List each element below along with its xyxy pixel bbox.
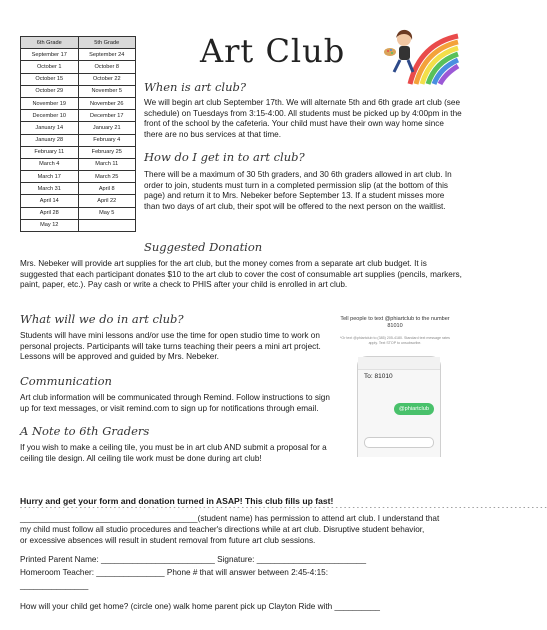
schedule-date-5th: April 22 xyxy=(78,195,136,207)
permission-line-1: _______________________________________(student name) has permission to attend art club. I understand that xyxy=(20,514,440,523)
schedule-row xyxy=(21,195,136,207)
section-heading-activities: What will we do in art club? xyxy=(20,312,184,326)
remind-caption: Tell people to text @phiartclub to the number 81010 xyxy=(340,316,450,330)
remind-note: *Or text @phiartclub to (385) 205-4180. Standard text message rates apply. Text STOP to unsubscribe. xyxy=(340,336,450,345)
schedule-date-5th: May 5 xyxy=(78,207,136,219)
phone-input xyxy=(364,437,434,448)
schedule-date-5th: February 25 xyxy=(78,146,136,158)
section-heading-how-to-join: How do I get in to art club? xyxy=(144,150,305,164)
schedule-date-6th: January 14 xyxy=(21,122,79,134)
schedule-date-5th: March 25 xyxy=(78,171,136,183)
section-text-how-to-join: There will be a maximum of 30 5th graders, and 30 6th graders allowed in art club. In order to join, students must turn in a completed permission slip (at the bottom of this page) and return it to Mrs. Nebeker before September 13. If a student misses more than two days of art club, their spot will be offered to the next person on the waitlist. xyxy=(144,170,452,211)
schedule-date-6th: October 15 xyxy=(21,73,79,85)
phone-recipient xyxy=(364,373,393,380)
schedule-date-6th: April 28 xyxy=(21,207,79,219)
schedule-date-5th: October 8 xyxy=(78,61,136,73)
schedule-date-6th: October 1 xyxy=(21,61,79,73)
schedule-date-5th: January 21 xyxy=(78,122,136,134)
ride-home-field[interactable]: How will your child get home? (circle one) walk home parent pick up Clayton Ride with __________ xyxy=(20,602,380,611)
schedule-date-6th: November 19 xyxy=(21,97,79,109)
schedule-date-5th: March 11 xyxy=(78,158,136,170)
schedule-header-5th: 5th Grade xyxy=(78,37,136,49)
schedule-date-6th: December 10 xyxy=(21,110,79,122)
section-text-when: We will begin art club September 17th. We will alternate 5th and 6th grade art club (see schedule) on Tuesdays from 3:15-4:00. All students must be picked up by 4:00pm in the front of the school by the cafeteria. Your child must have their own way home since there are no bus services at that time. xyxy=(144,98,462,139)
schedule-date-5th xyxy=(78,219,136,231)
schedule-row xyxy=(21,97,136,109)
schedule-date-6th: February 11 xyxy=(21,146,79,158)
schedule-date-5th: November 5 xyxy=(78,85,136,97)
schedule-date-6th: March 31 xyxy=(21,183,79,195)
section-heading-6th-grade-note: A Note to 6th Graders xyxy=(20,424,150,438)
schedule-date-6th: October 29 xyxy=(21,85,79,97)
schedule-body xyxy=(21,49,136,232)
schedule-row xyxy=(21,183,136,195)
section-text-communication: Art club information will be communicated through Remind. Follow instructions to sign up for text messages, or visit remind.com to sign up for notifications through email. xyxy=(20,393,330,413)
schedule-row xyxy=(21,61,136,73)
section-heading-donation: Suggested Donation xyxy=(144,240,263,254)
schedule-row xyxy=(21,158,136,170)
page-title: Art Club xyxy=(200,32,346,70)
schedule-date-5th: December 17 xyxy=(78,110,136,122)
schedule-table xyxy=(20,36,136,232)
schedule-header-row xyxy=(21,37,136,49)
phone-number: 81010 xyxy=(374,373,393,380)
schedule-row xyxy=(21,134,136,146)
schedule-date-6th: May 12 xyxy=(21,219,79,231)
schedule-row xyxy=(21,73,136,85)
section-text-donation: Mrs. Nebeker will provide art supplies for the art club, but the money comes from a separate art club budget. It is suggested that each participant donates $10 to the art club to cover the cost of consumable art supplies (pencils, markers, paint, paper, etc.). Pay cash or write a check to PHIS after your child is enrolled in art club. xyxy=(20,259,462,290)
schedule-date-6th: April 14 xyxy=(21,195,79,207)
phone-mockup xyxy=(357,356,441,457)
schedule-date-6th: March 17 xyxy=(21,171,79,183)
schedule-row xyxy=(21,49,136,61)
schedule-date-5th: September 24 xyxy=(78,49,136,61)
permission-line-2: my child must follow all studio procedures and teacher's directions while at art club. Disruptive student behavior, xyxy=(20,525,425,534)
section-heading-communication: Communication xyxy=(20,374,112,388)
schedule-row xyxy=(21,122,136,134)
schedule-date-5th: February 4 xyxy=(78,134,136,146)
schedule-date-5th: October 22 xyxy=(78,73,136,85)
parent-name-signature-field[interactable]: Printed Parent Name: _________________________ Signature: ________________________ xyxy=(20,555,366,564)
schedule-date-5th: April 8 xyxy=(78,183,136,195)
permission-line-3: or excessive absences will result in student removal from future art club sessions. xyxy=(20,536,316,545)
section-text-6th-grade-note: If you wish to make a ceiling tile, you must be in art club AND submit a proposal for a ceiling tile design. All ceiling tile work must be done during art club! xyxy=(20,443,327,463)
phone-to-label: To: xyxy=(364,373,373,380)
homeroom-phone-field[interactable]: Homeroom Teacher: _______________ Phone # that will answer between 2:45-4:15: xyxy=(20,568,328,577)
schedule-row xyxy=(21,219,136,231)
schedule-date-6th: January 28 xyxy=(21,134,79,146)
phone-status-bar xyxy=(358,357,440,370)
schedule-row xyxy=(21,146,136,158)
phone-message-bubble: @phiartclub xyxy=(394,403,434,415)
schedule-row xyxy=(21,171,136,183)
section-text-activities: Students will have mini lessons and/or use the time for open studio time to work on personal projects. Participants will take turns teaching their peers a mini art project. Lessons will be approved and guided by Mrs. Nebeker. xyxy=(20,331,321,362)
schedule-row xyxy=(21,85,136,97)
schedule-date-5th: November 26 xyxy=(78,97,136,109)
schedule-row xyxy=(21,110,136,122)
schedule-header-6th: 6th Grade xyxy=(21,37,79,49)
phone-number-blank[interactable]: _______________ xyxy=(20,581,89,590)
cut-line: - - - - - - - - - - - - - - - - - - - - - - - - - - - - - - - - - - - - - - - - - - - - - - - - - - - - - - - - - - - - - - - - - - - - - - - - - - - - - - - - - - - - - - - - - - - - - - - - - - - - - - - - - - - - - - - - - - - - - - - - - - - - xyxy=(20,505,547,511)
schedule-date-6th: March 4 xyxy=(21,158,79,170)
schedule-date-6th: September 17 xyxy=(21,49,79,61)
urgent-notice: Hurry and get your form and donation turned in ASAP! This club fills up fast! xyxy=(20,496,334,506)
schedule-row xyxy=(21,207,136,219)
artist-rainbow-illustration xyxy=(380,26,458,84)
section-heading-when: When is art club? xyxy=(144,80,247,94)
